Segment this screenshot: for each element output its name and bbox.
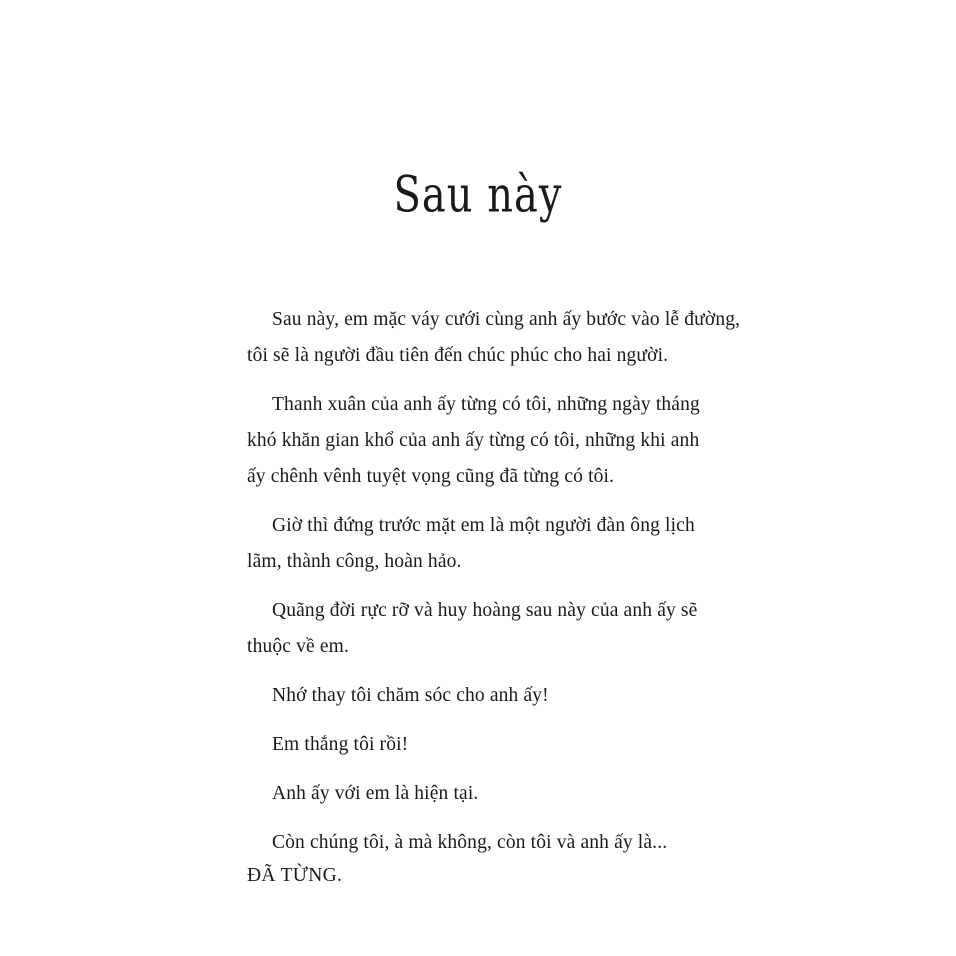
paragraph [247, 678, 767, 714]
paragraph [247, 302, 767, 374]
paragraph [247, 508, 767, 580]
paragraph [247, 727, 767, 763]
text-line: Sau này, em mặc váy cưới cùng anh ấy bước vào lễ đường, [272, 309, 741, 330]
text-line: Giờ thì đứng trước mặt em là một người đàn ông lịch [272, 515, 695, 536]
text-line: Thanh xuân của anh ấy từng có tôi, những ngày tháng [272, 394, 700, 415]
chapter-title: Sau này [393, 166, 563, 224]
paragraph [247, 593, 767, 665]
text-line: lãm, thành công, hoàn hảo. [247, 551, 462, 572]
text-line: ấy chênh vênh tuyệt vọng cũng đã từng có tôi. [247, 466, 615, 487]
paragraph [247, 387, 767, 495]
text-line: Anh ấy với em là hiện tại. [272, 783, 479, 804]
text-line: Còn chúng tôi, à mà không, còn tôi và anh ấy là... [272, 832, 668, 853]
text-line: tôi sẽ là người đầu tiên đến chúc phúc cho hai người. [247, 345, 669, 366]
paragraph [247, 825, 767, 861]
text-line: Nhớ thay tôi chăm sóc cho anh ấy! [272, 685, 549, 706]
text-line: khó khăn gian khổ của anh ấy từng có tôi, những khi anh [247, 430, 700, 451]
chapter-body [247, 302, 767, 890]
text-line: Em thắng tôi rồi! [272, 734, 409, 755]
text-line: thuộc về em. [247, 636, 349, 657]
text-line: Quãng đời rực rỡ và huy hoàng sau này của anh ấy sẽ [272, 600, 698, 621]
closing-line: ĐÃ TỪNG. [247, 865, 343, 886]
paragraph [247, 776, 767, 812]
